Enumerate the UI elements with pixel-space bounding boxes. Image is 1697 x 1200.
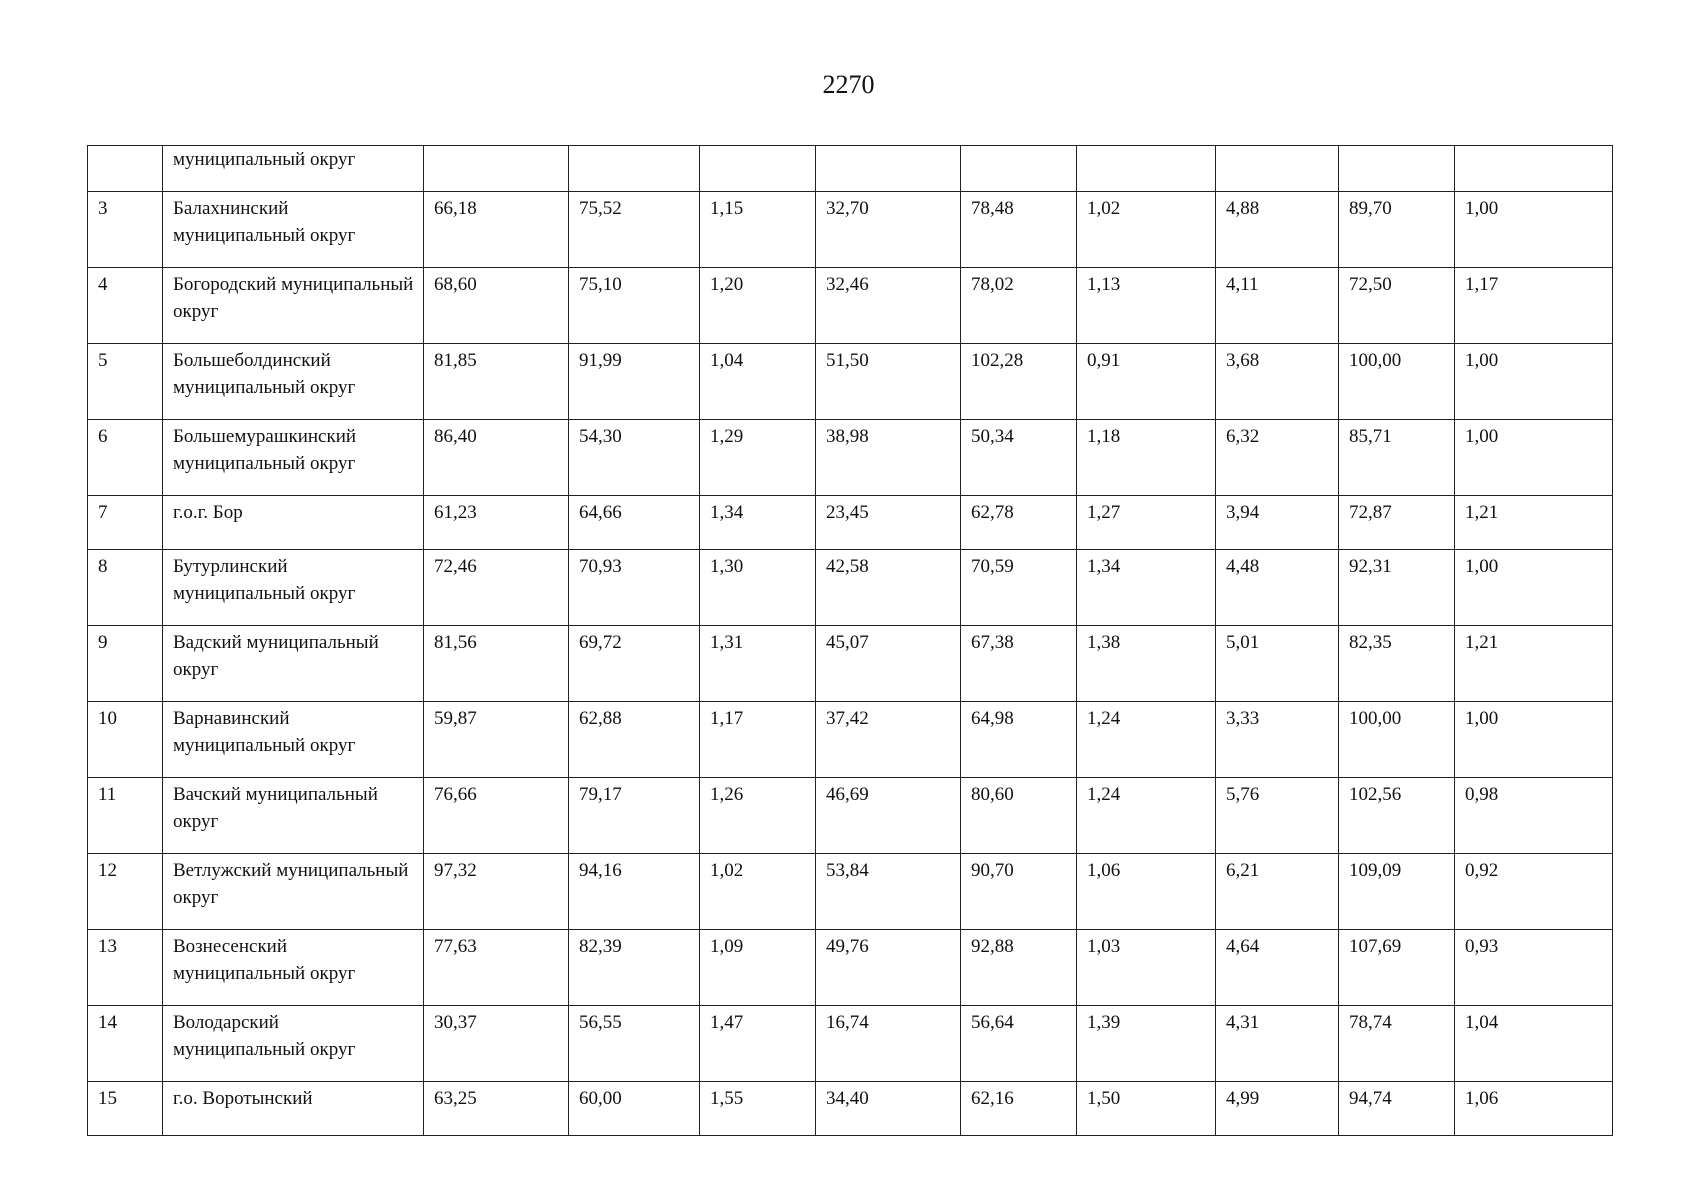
cell-c8: 109,09 <box>1339 854 1455 930</box>
cell-c4: 45,07 <box>816 626 961 702</box>
cell-c8: 89,70 <box>1339 192 1455 268</box>
cell-c8: 78,74 <box>1339 1006 1455 1082</box>
table-row <box>88 1006 1613 1082</box>
cell-empty <box>816 146 961 192</box>
cell-name: Балахнинский муниципальный округ <box>163 192 424 268</box>
cell-c1: 66,18 <box>424 192 569 268</box>
table-row <box>88 930 1613 1006</box>
cell-c2: 60,00 <box>569 1082 700 1136</box>
cell-c3: 1,31 <box>700 626 816 702</box>
cell-c6: 1,39 <box>1077 1006 1216 1082</box>
cell-name: Ветлужский муниципальный округ <box>163 854 424 930</box>
cell-c2: 75,52 <box>569 192 700 268</box>
cell-c6: 1,34 <box>1077 550 1216 626</box>
cell-name: г.о. Воротынский <box>163 1082 424 1136</box>
table-row <box>88 420 1613 496</box>
cell-c5: 90,70 <box>961 854 1077 930</box>
cell-c1: 61,23 <box>424 496 569 550</box>
cell-c5: 78,02 <box>961 268 1077 344</box>
cell-c8: 82,35 <box>1339 626 1455 702</box>
cell-c1: 81,56 <box>424 626 569 702</box>
cell-c2: 91,99 <box>569 344 700 420</box>
cell-num: 8 <box>88 550 163 626</box>
cell-c9: 0,92 <box>1455 854 1613 930</box>
cell-c6: 1,24 <box>1077 702 1216 778</box>
cell-c7: 3,68 <box>1216 344 1339 420</box>
cell-c9: 1,21 <box>1455 496 1613 550</box>
cell-c2: 56,55 <box>569 1006 700 1082</box>
cell-c2: 94,16 <box>569 854 700 930</box>
cell-num: 4 <box>88 268 163 344</box>
cell-c4: 23,45 <box>816 496 961 550</box>
cell-c9: 1,17 <box>1455 268 1613 344</box>
cell-c2: 54,30 <box>569 420 700 496</box>
cell-c9: 1,06 <box>1455 1082 1613 1136</box>
cell-c4: 38,98 <box>816 420 961 496</box>
cell-c6: 1,03 <box>1077 930 1216 1006</box>
cell-c1: 77,63 <box>424 930 569 1006</box>
cell-c1: 86,40 <box>424 420 569 496</box>
cell-c3: 1,15 <box>700 192 816 268</box>
cell-name: Вознесенский муниципальный округ <box>163 930 424 1006</box>
table-row-continuation <box>88 146 1613 192</box>
cell-name: Большеболдинский муниципальный округ <box>163 344 424 420</box>
cell-c7: 3,33 <box>1216 702 1339 778</box>
cell-name: Бутурлинский муниципальный округ <box>163 550 424 626</box>
table-row <box>88 626 1613 702</box>
cell-c9: 1,00 <box>1455 344 1613 420</box>
table-row <box>88 550 1613 626</box>
table-row <box>88 192 1613 268</box>
table-row <box>88 778 1613 854</box>
cell-c9: 0,98 <box>1455 778 1613 854</box>
cell-empty <box>700 146 816 192</box>
cell-c9: 1,00 <box>1455 192 1613 268</box>
table-row <box>88 268 1613 344</box>
cell-name: Богородский муниципальный округ <box>163 268 424 344</box>
cell-c6: 1,13 <box>1077 268 1216 344</box>
cell-c1: 63,25 <box>424 1082 569 1136</box>
cell-num <box>88 146 163 192</box>
cell-c8: 72,50 <box>1339 268 1455 344</box>
table-row <box>88 344 1613 420</box>
cell-c3: 1,09 <box>700 930 816 1006</box>
cell-c9: 1,21 <box>1455 626 1613 702</box>
cell-num: 15 <box>88 1082 163 1136</box>
cell-c5: 92,88 <box>961 930 1077 1006</box>
cell-empty <box>1339 146 1455 192</box>
cell-c1: 68,60 <box>424 268 569 344</box>
table-row <box>88 702 1613 778</box>
cell-c7: 5,76 <box>1216 778 1339 854</box>
cell-c2: 64,66 <box>569 496 700 550</box>
cell-c7: 6,32 <box>1216 420 1339 496</box>
cell-c4: 32,46 <box>816 268 961 344</box>
cell-c5: 67,38 <box>961 626 1077 702</box>
cell-c6: 1,06 <box>1077 854 1216 930</box>
cell-c3: 1,04 <box>700 344 816 420</box>
cell-name: муниципальный округ <box>163 146 424 192</box>
table-body <box>88 146 1613 1136</box>
cell-c8: 102,56 <box>1339 778 1455 854</box>
cell-c6: 0,91 <box>1077 344 1216 420</box>
cell-c5: 56,64 <box>961 1006 1077 1082</box>
cell-c4: 53,84 <box>816 854 961 930</box>
cell-c5: 102,28 <box>961 344 1077 420</box>
cell-empty <box>424 146 569 192</box>
cell-c7: 5,01 <box>1216 626 1339 702</box>
cell-c7: 4,99 <box>1216 1082 1339 1136</box>
cell-c7: 4,88 <box>1216 192 1339 268</box>
cell-c6: 1,24 <box>1077 778 1216 854</box>
cell-c6: 1,27 <box>1077 496 1216 550</box>
cell-c2: 75,10 <box>569 268 700 344</box>
cell-num: 9 <box>88 626 163 702</box>
cell-c7: 3,94 <box>1216 496 1339 550</box>
cell-c5: 70,59 <box>961 550 1077 626</box>
cell-c3: 1,29 <box>700 420 816 496</box>
cell-c7: 4,48 <box>1216 550 1339 626</box>
cell-c4: 49,76 <box>816 930 961 1006</box>
cell-c8: 94,74 <box>1339 1082 1455 1136</box>
cell-num: 13 <box>88 930 163 1006</box>
cell-c4: 34,40 <box>816 1082 961 1136</box>
cell-empty <box>1455 146 1613 192</box>
cell-c9: 1,00 <box>1455 702 1613 778</box>
cell-num: 14 <box>88 1006 163 1082</box>
cell-name: Варнавинский муниципальный округ <box>163 702 424 778</box>
cell-c7: 6,21 <box>1216 854 1339 930</box>
cell-num: 3 <box>88 192 163 268</box>
cell-c6: 1,50 <box>1077 1082 1216 1136</box>
cell-c3: 1,17 <box>700 702 816 778</box>
cell-c7: 4,11 <box>1216 268 1339 344</box>
cell-c3: 1,02 <box>700 854 816 930</box>
cell-c1: 97,32 <box>424 854 569 930</box>
cell-name: г.о.г. Бор <box>163 496 424 550</box>
cell-c1: 72,46 <box>424 550 569 626</box>
cell-c2: 62,88 <box>569 702 700 778</box>
cell-c3: 1,34 <box>700 496 816 550</box>
cell-name: Володарский муниципальный округ <box>163 1006 424 1082</box>
cell-c9: 0,93 <box>1455 930 1613 1006</box>
cell-c3: 1,55 <box>700 1082 816 1136</box>
cell-c5: 62,16 <box>961 1082 1077 1136</box>
cell-c5: 78,48 <box>961 192 1077 268</box>
cell-c4: 51,50 <box>816 344 961 420</box>
cell-empty <box>1216 146 1339 192</box>
cell-num: 12 <box>88 854 163 930</box>
cell-c9: 1,00 <box>1455 550 1613 626</box>
cell-c5: 50,34 <box>961 420 1077 496</box>
cell-c3: 1,26 <box>700 778 816 854</box>
cell-c1: 76,66 <box>424 778 569 854</box>
cell-c9: 1,00 <box>1455 420 1613 496</box>
cell-c8: 92,31 <box>1339 550 1455 626</box>
cell-num: 10 <box>88 702 163 778</box>
cell-c9: 1,04 <box>1455 1006 1613 1082</box>
cell-c4: 32,70 <box>816 192 961 268</box>
cell-c1: 59,87 <box>424 702 569 778</box>
cell-c7: 4,31 <box>1216 1006 1339 1082</box>
cell-c1: 81,85 <box>424 344 569 420</box>
cell-num: 7 <box>88 496 163 550</box>
cell-c2: 82,39 <box>569 930 700 1006</box>
cell-empty <box>569 146 700 192</box>
cell-c6: 1,18 <box>1077 420 1216 496</box>
cell-name: Большемурашкинский муниципальный округ <box>163 420 424 496</box>
cell-c3: 1,20 <box>700 268 816 344</box>
cell-c8: 107,69 <box>1339 930 1455 1006</box>
cell-c7: 4,64 <box>1216 930 1339 1006</box>
cell-c3: 1,47 <box>700 1006 816 1082</box>
cell-c6: 1,02 <box>1077 192 1216 268</box>
cell-c2: 70,93 <box>569 550 700 626</box>
page-number: 2270 <box>822 70 875 99</box>
cell-empty <box>961 146 1077 192</box>
cell-c8: 72,87 <box>1339 496 1455 550</box>
cell-empty <box>1077 146 1216 192</box>
data-table <box>87 145 1613 1136</box>
cell-c4: 46,69 <box>816 778 961 854</box>
cell-c1: 30,37 <box>424 1006 569 1082</box>
cell-c2: 79,17 <box>569 778 700 854</box>
cell-num: 11 <box>88 778 163 854</box>
cell-c4: 37,42 <box>816 702 961 778</box>
cell-c8: 100,00 <box>1339 344 1455 420</box>
cell-c8: 100,00 <box>1339 702 1455 778</box>
cell-c5: 62,78 <box>961 496 1077 550</box>
cell-name: Вачский муниципальный округ <box>163 778 424 854</box>
cell-c2: 69,72 <box>569 626 700 702</box>
cell-c4: 42,58 <box>816 550 961 626</box>
cell-num: 6 <box>88 420 163 496</box>
cell-num: 5 <box>88 344 163 420</box>
cell-c3: 1,30 <box>700 550 816 626</box>
cell-c6: 1,38 <box>1077 626 1216 702</box>
cell-c5: 80,60 <box>961 778 1077 854</box>
cell-c8: 85,71 <box>1339 420 1455 496</box>
cell-c4: 16,74 <box>816 1006 961 1082</box>
table-row <box>88 496 1613 550</box>
table-row <box>88 854 1613 930</box>
cell-name: Вадский муниципальный округ <box>163 626 424 702</box>
cell-c5: 64,98 <box>961 702 1077 778</box>
table-row <box>88 1082 1613 1136</box>
